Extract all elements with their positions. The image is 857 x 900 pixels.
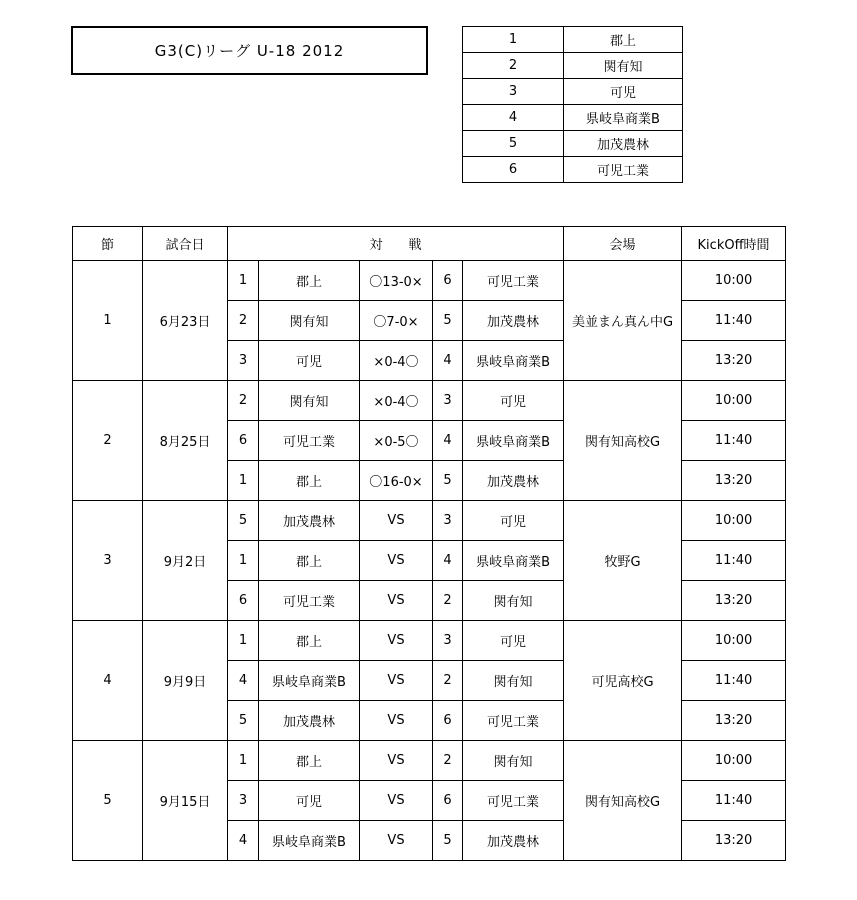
- match-score: VS: [360, 781, 433, 821]
- match-row: [73, 501, 786, 541]
- match-date: 9月15日: [143, 741, 228, 861]
- away-team-name: 関有知: [463, 741, 564, 781]
- away-team-name: 可児: [463, 501, 564, 541]
- home-team-number: 3: [228, 781, 259, 821]
- header-date: 試合日: [143, 227, 228, 261]
- kickoff-time: 13:20: [682, 461, 786, 501]
- round-number: 4: [73, 621, 143, 741]
- away-team-name: 県岐阜商業B: [463, 421, 564, 461]
- home-team-name: 県岐阜商業B: [259, 821, 360, 861]
- home-team-number: 3: [228, 341, 259, 381]
- home-team-number: 2: [228, 381, 259, 421]
- away-team-name: 県岐阜商業B: [463, 341, 564, 381]
- team-name: 可児工業: [564, 157, 683, 183]
- home-team-number: 1: [228, 741, 259, 781]
- header-match: 対 戦: [228, 227, 564, 261]
- home-team-number: 5: [228, 701, 259, 741]
- away-team-number: 3: [433, 501, 463, 541]
- kickoff-time: 13:20: [682, 341, 786, 381]
- match-date: 9月9日: [143, 621, 228, 741]
- kickoff-time: 10:00: [682, 621, 786, 661]
- kickoff-time: 11:40: [682, 541, 786, 581]
- team-name: 加茂農林: [564, 131, 683, 157]
- match-row: [73, 261, 786, 301]
- home-team-number: 1: [228, 621, 259, 661]
- away-team-number: 3: [433, 381, 463, 421]
- kickoff-time: 11:40: [682, 421, 786, 461]
- home-team-name: 郡上: [259, 261, 360, 301]
- away-team-number: 4: [433, 341, 463, 381]
- team-name: 関有知: [564, 53, 683, 79]
- away-team-number: 6: [433, 701, 463, 741]
- team-row: [463, 105, 683, 131]
- home-team-name: 郡上: [259, 541, 360, 581]
- home-team-name: 郡上: [259, 741, 360, 781]
- team-number: 3: [463, 79, 564, 105]
- team-row: [463, 157, 683, 183]
- home-team-number: 1: [228, 461, 259, 501]
- kickoff-time: 10:00: [682, 501, 786, 541]
- home-team-name: 関有知: [259, 381, 360, 421]
- team-number: 2: [463, 53, 564, 79]
- kickoff-time: 11:40: [682, 781, 786, 821]
- home-team-number: 4: [228, 821, 259, 861]
- team-row: [463, 131, 683, 157]
- away-team-number: 5: [433, 821, 463, 861]
- home-team-number: 6: [228, 421, 259, 461]
- team-row: [463, 53, 683, 79]
- away-team-name: 加茂農林: [463, 461, 564, 501]
- team-row: [463, 79, 683, 105]
- home-team-number: 2: [228, 301, 259, 341]
- away-team-name: 可児: [463, 621, 564, 661]
- away-team-name: 可児工業: [463, 781, 564, 821]
- home-team-name: 郡上: [259, 461, 360, 501]
- away-team-name: 可児工業: [463, 701, 564, 741]
- team-name: 可児: [564, 79, 683, 105]
- home-team-name: 可児: [259, 781, 360, 821]
- home-team-name: 可児工業: [259, 421, 360, 461]
- away-team-name: 加茂農林: [463, 301, 564, 341]
- home-team-name: 加茂農林: [259, 501, 360, 541]
- match-score: 〇7-0×: [360, 301, 433, 341]
- match-score: VS: [360, 661, 433, 701]
- team-list-table: [462, 26, 683, 183]
- away-team-name: 県岐阜商業B: [463, 541, 564, 581]
- home-team-name: 加茂農林: [259, 701, 360, 741]
- kickoff-time: 11:40: [682, 661, 786, 701]
- away-team-number: 2: [433, 741, 463, 781]
- schedule-table: [72, 226, 786, 861]
- away-team-name: 関有知: [463, 661, 564, 701]
- round-number: 2: [73, 381, 143, 501]
- match-score: VS: [360, 581, 433, 621]
- away-team-number: 4: [433, 541, 463, 581]
- home-team-name: 郡上: [259, 621, 360, 661]
- away-team-number: 2: [433, 661, 463, 701]
- header-venue: 会場: [564, 227, 682, 261]
- venue: 美並まん真ん中G: [564, 261, 682, 381]
- team-row: [463, 27, 683, 53]
- round-number: 3: [73, 501, 143, 621]
- venue: 牧野G: [564, 501, 682, 621]
- header-round: 節: [73, 227, 143, 261]
- team-name: 郡上: [564, 27, 683, 53]
- match-date: 6月23日: [143, 261, 228, 381]
- away-team-number: 4: [433, 421, 463, 461]
- home-team-number: 4: [228, 661, 259, 701]
- away-team-number: 3: [433, 621, 463, 661]
- match-score: VS: [360, 821, 433, 861]
- home-team-name: 関有知: [259, 301, 360, 341]
- away-team-name: 可児: [463, 381, 564, 421]
- match-score: VS: [360, 541, 433, 581]
- kickoff-time: 13:20: [682, 821, 786, 861]
- match-row: [73, 741, 786, 781]
- match-row: [73, 381, 786, 421]
- match-score: 〇16-0×: [360, 461, 433, 501]
- round-number: 5: [73, 741, 143, 861]
- away-team-number: 2: [433, 581, 463, 621]
- match-date: 8月25日: [143, 381, 228, 501]
- match-score: 〇13-0×: [360, 261, 433, 301]
- match-score: VS: [360, 741, 433, 781]
- home-team-number: 5: [228, 501, 259, 541]
- team-number: 1: [463, 27, 564, 53]
- match-row: [73, 621, 786, 661]
- match-score: ×0-5〇: [360, 421, 433, 461]
- header-kickoff: KickOff時間: [682, 227, 786, 261]
- away-team-name: 可児工業: [463, 261, 564, 301]
- kickoff-time: 13:20: [682, 581, 786, 621]
- team-number: 4: [463, 105, 564, 131]
- kickoff-time: 11:40: [682, 301, 786, 341]
- match-score: VS: [360, 701, 433, 741]
- match-score: ×0-4〇: [360, 341, 433, 381]
- team-name: 県岐阜商業B: [564, 105, 683, 131]
- home-team-number: 1: [228, 541, 259, 581]
- away-team-number: 6: [433, 261, 463, 301]
- home-team-number: 1: [228, 261, 259, 301]
- away-team-name: 関有知: [463, 581, 564, 621]
- away-team-number: 6: [433, 781, 463, 821]
- home-team-name: 可児工業: [259, 581, 360, 621]
- kickoff-time: 10:00: [682, 381, 786, 421]
- match-date: 9月2日: [143, 501, 228, 621]
- match-score: ×0-4〇: [360, 381, 433, 421]
- page-title: G3(C)リーグ U-18 2012: [71, 26, 428, 75]
- venue: 可児高校G: [564, 621, 682, 741]
- venue: 関有知高校G: [564, 381, 682, 501]
- match-score: VS: [360, 621, 433, 661]
- home-team-number: 6: [228, 581, 259, 621]
- home-team-name: 可児: [259, 341, 360, 381]
- round-number: 1: [73, 261, 143, 381]
- kickoff-time: 10:00: [682, 741, 786, 781]
- away-team-name: 加茂農林: [463, 821, 564, 861]
- away-team-number: 5: [433, 301, 463, 341]
- home-team-name: 県岐阜商業B: [259, 661, 360, 701]
- team-number: 5: [463, 131, 564, 157]
- venue: 関有知高校G: [564, 741, 682, 861]
- schedule-header-row: [73, 227, 786, 261]
- kickoff-time: 10:00: [682, 261, 786, 301]
- team-number: 6: [463, 157, 564, 183]
- away-team-number: 5: [433, 461, 463, 501]
- kickoff-time: 13:20: [682, 701, 786, 741]
- match-score: VS: [360, 501, 433, 541]
